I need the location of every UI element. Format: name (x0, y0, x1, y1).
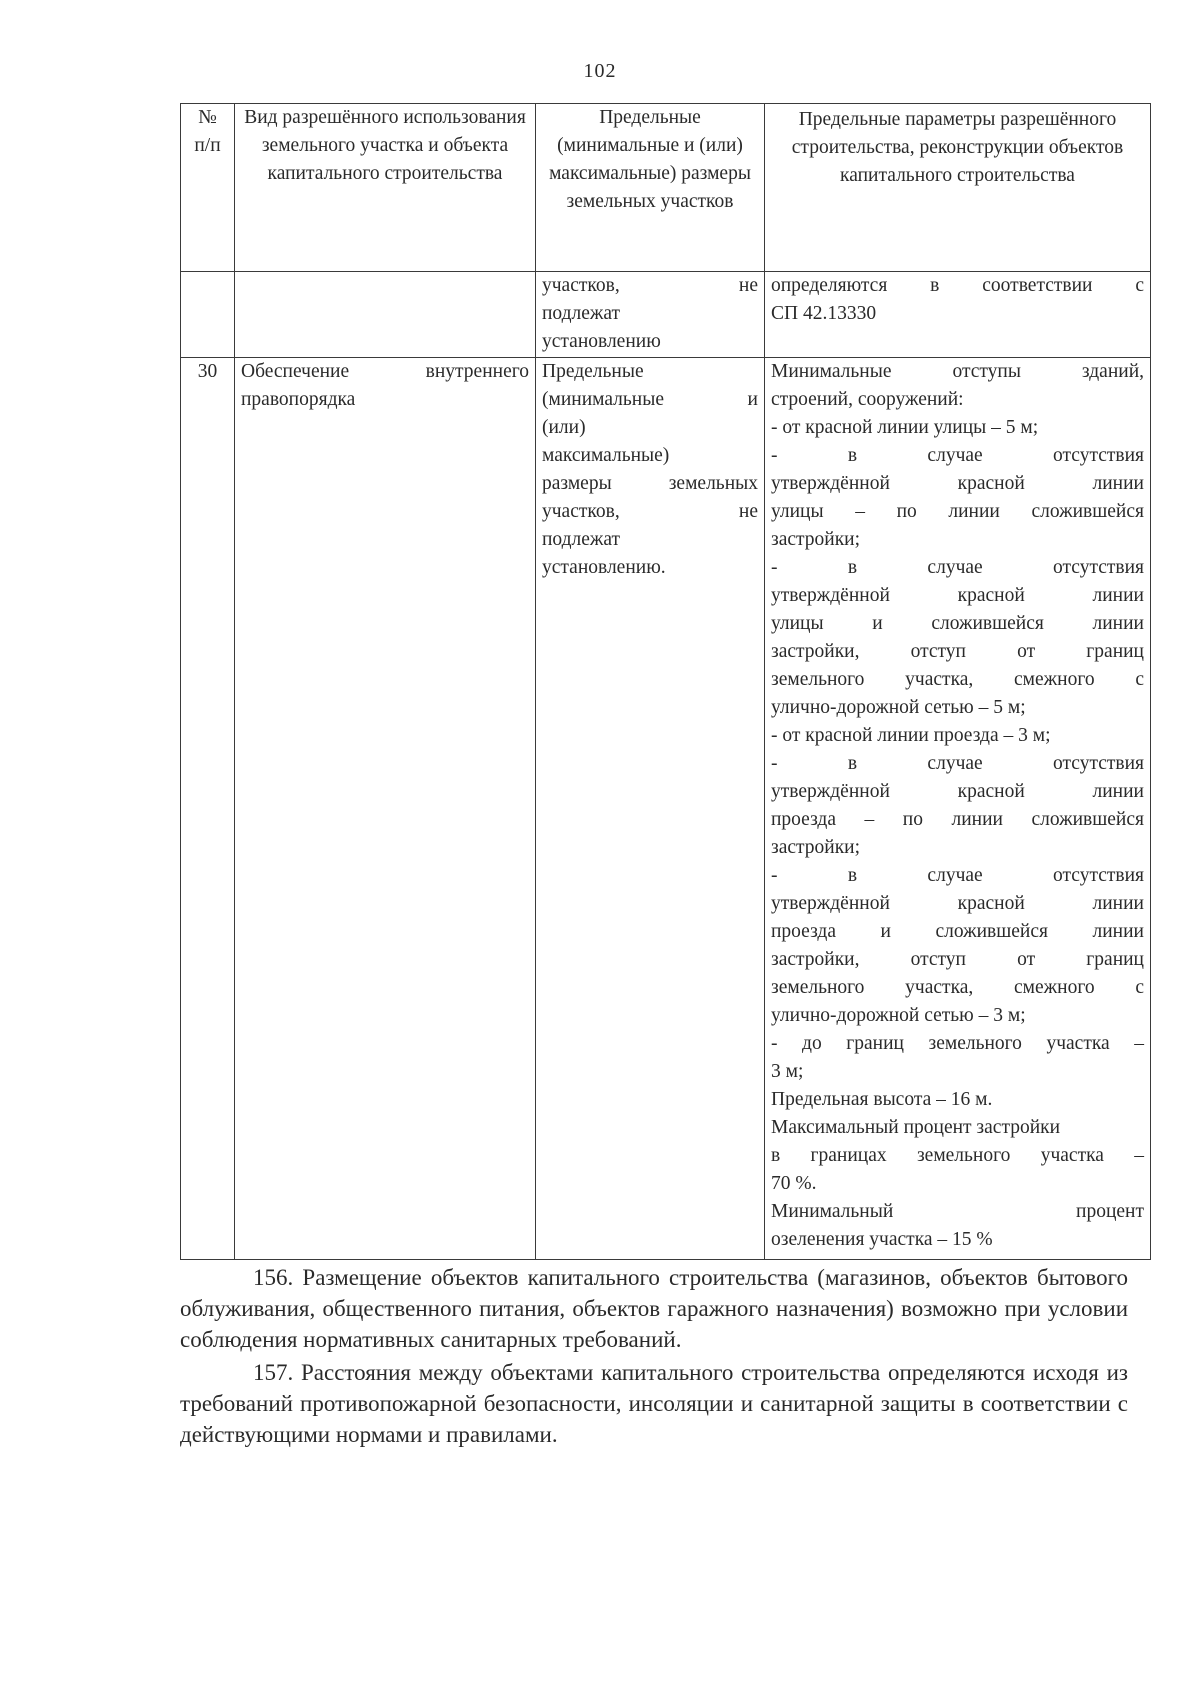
table-row (181, 272, 1151, 358)
header-number: № п/п (181, 104, 235, 272)
cell-line: установлению (542, 331, 661, 352)
cell-line: - в случае отсутствия (771, 753, 1144, 774)
cell-line: - в случае отсутствия (771, 445, 1144, 466)
cell-line: застройки, отступ от границ (771, 641, 1144, 662)
cell-line: определяются в соответствии с (771, 275, 1144, 296)
cell-line: 3 м; (771, 1061, 804, 1082)
cell-line: застройки; (771, 837, 861, 858)
table-row (181, 358, 1151, 1260)
cell-line: утверждённой красной линии (771, 585, 1144, 606)
cell-line: в границах земельного участка – (771, 1145, 1144, 1166)
cell-line: - от красной линии улицы – 5 м; (771, 417, 1039, 438)
cell-line: - в случае отсутствия (771, 557, 1144, 578)
cell-line: максимальные) (542, 445, 670, 466)
cell-construction-params (765, 358, 1151, 1260)
cell-line: Минимальный процент (771, 1201, 1144, 1222)
page-number: 102 (583, 60, 617, 82)
cell-line: земельного участка, смежного с (771, 977, 1144, 998)
cell-line: (минимальные и (542, 389, 758, 410)
cell-line: утверждённой красной линии (771, 781, 1144, 802)
cell-construction-params (765, 272, 1151, 358)
cell-line: улицы – по линии сложившейся (771, 501, 1144, 522)
paragraph-156: 156. Размещение объектов капитального строительства (магазинов, объектов бытового облуживания, общественного питания, объектов гаражного назначения) возможно при условии соблюдения нормативных санитарных требований. (180, 1265, 1128, 1352)
table-header-row (181, 104, 1151, 272)
paragraph-157: 157. Расстояния между объектами капитального строительства определяются исходя из требований противопожарной безопасности, инсоляции и санитарной защиты в соответствии с действующими нормами и правилами. (180, 1360, 1128, 1447)
cell-line: улицы и сложившейся линии (771, 613, 1144, 634)
cell-use-type (235, 272, 536, 358)
cell-line: Обеспечение внутреннего (241, 361, 529, 382)
cell-line: земельного участка, смежного с (771, 669, 1144, 690)
header-use-type: Вид разрешённого использования земельного участка и объекта капитального строительства (235, 104, 536, 272)
cell-line: Предельные (542, 361, 644, 382)
cell-line: Минимальные отступы зданий, (771, 361, 1144, 382)
cell-line: утверждённой красной линии (771, 473, 1144, 494)
cell-line: (или) (542, 417, 586, 438)
cell-line: улично-дорожной сетью – 5 м; (771, 697, 1026, 718)
cell-line: размеры земельных (542, 473, 758, 494)
header-plot-sizes: Предельные (минимальные и (или) максимальные) размеры земельных участков (536, 104, 765, 272)
cell-line: строений, сооружений: (771, 389, 964, 410)
body-text (180, 1262, 1128, 1452)
header-construction-params: Предельные параметры разрешённого строительства, реконструкции объектов капитального строительства (765, 104, 1151, 272)
cell-line: правопорядка (241, 389, 356, 410)
cell-line: проезда и сложившейся линии (771, 921, 1144, 942)
cell-line: застройки, отступ от границ (771, 949, 1144, 970)
cell-line: озеленения участка – 15 % (771, 1229, 993, 1250)
cell-line: - от красной линии проезда – 3 м; (771, 725, 1051, 746)
cell-line: подлежат (542, 303, 621, 324)
cell-line: - в случае отсутствия (771, 865, 1144, 886)
cell-line: Максимальный процент застройки (771, 1117, 1061, 1138)
cell-line: СП 42.13330 (771, 303, 877, 324)
cell-line: участков, не (542, 275, 758, 296)
cell-line: установлению. (542, 557, 666, 578)
cell-line: участков, не (542, 501, 758, 522)
cell-line: 70 %. (771, 1173, 817, 1194)
cell-use-type (235, 358, 536, 1260)
cell-line: застройки; (771, 529, 861, 550)
cell-plot-sizes (536, 358, 765, 1260)
cell-plot-sizes (536, 272, 765, 358)
zoning-parameters-table (180, 103, 1151, 1260)
cell-line: подлежат (542, 529, 621, 550)
cell-line: улично-дорожной сетью – 3 м; (771, 1005, 1026, 1026)
cell-line: - до границ земельного участка – (771, 1033, 1144, 1054)
cell-line: Предельная высота – 16 м. (771, 1089, 993, 1110)
cell-line: проезда – по линии сложившейся (771, 809, 1144, 830)
cell-line: утверждённой красной линии (771, 893, 1144, 914)
cell-number: 30 (181, 358, 235, 1260)
cell-number (181, 272, 235, 358)
